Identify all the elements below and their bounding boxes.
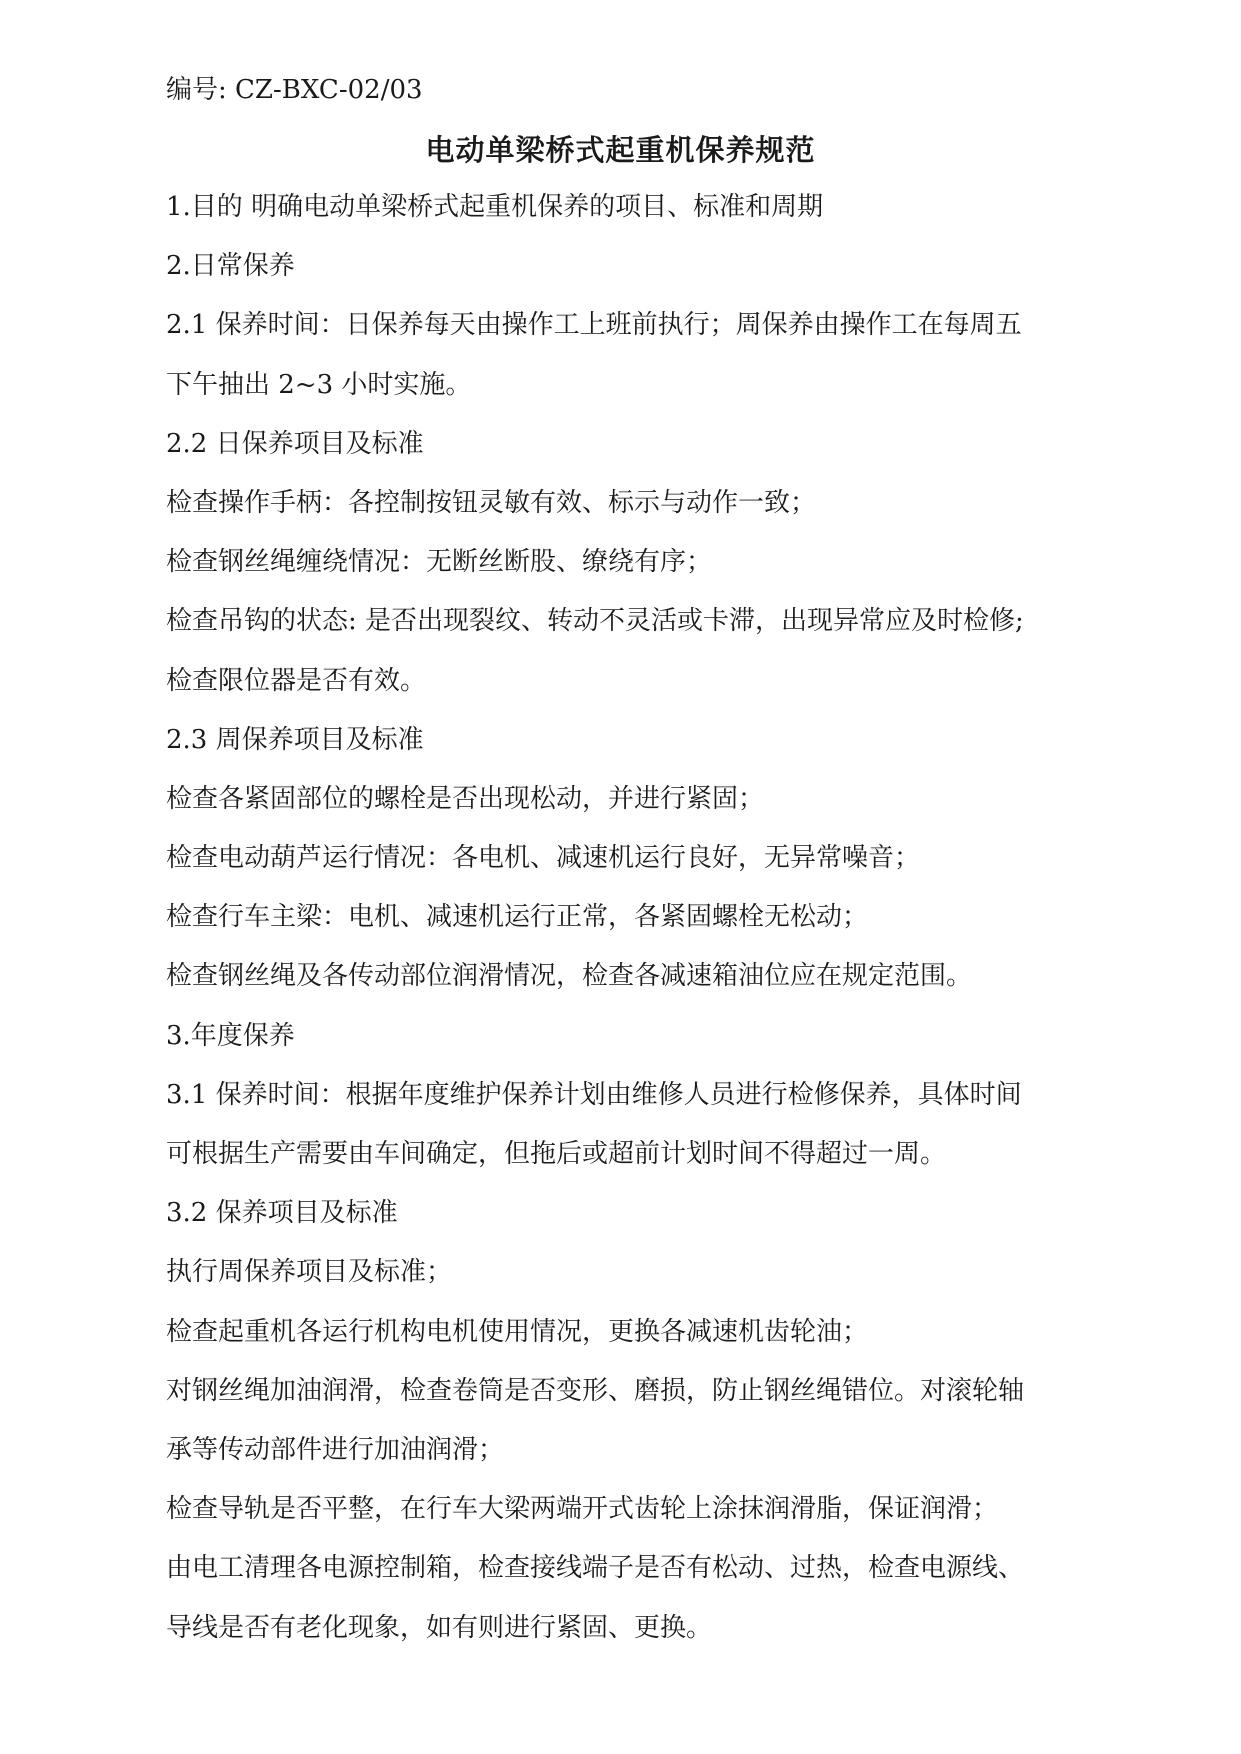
paragraph-line: 下午抽出 2~3 小时实施。 [166,369,472,400]
paragraph-line: 可根据生产需要由车间确定，但拖后或超前计划时间不得超过一周。 [166,1139,947,1169]
paragraph-line: 3.1 保养时间：根据年度维护保养计划由维修人员进行检修保养，具体时间 [166,1079,1022,1110]
list-item: 检查钢丝绳及各传动部位润滑情况，检查各减速箱油位应在规定范围。 [166,961,973,992]
list-item: 承等传动部件进行加油润滑； [166,1434,505,1465]
list-item: 检查导轨是否平整，在行车大梁两端开式齿轮上涂抹润滑脂，保证润滑； [166,1494,999,1525]
list-item: 检查电动葫芦运行情况：各电机、减速机运行良好，无异常噪音； [166,843,921,874]
subsection-heading: 2.2 日保养项目及标准 [166,428,424,459]
list-item: 检查起重机各运行机构电机使用情况，更换各减速机齿轮油； [166,1316,869,1347]
list-item: 检查行车主梁：电机、减速机运行正常，各紧固螺栓无松动； [166,902,869,933]
section-purpose: 1.目的 明确电动单梁桥式起重机保养的项目、标准和周期 [166,192,824,222]
list-item: 检查吊钩的状态: 是否出现裂纹、转动不灵活或卡滞，出现异常应及时检修; [166,606,1024,637]
list-item: 对钢丝绳加油润滑，检查卷筒是否变形、磨损，防止钢丝绳错位。对滚轮轴 [166,1375,1025,1406]
document-number: 编号: CZ-BXC-02/03 [166,75,423,105]
section-heading-annual-maintenance: 3.年度保养 [166,1020,295,1051]
document-body [166,187,1126,1667]
list-item: 导线是否有老化现象，如有则进行紧固、更换。 [166,1612,713,1643]
section-heading-daily-maintenance: 2.日常保养 [166,251,295,282]
subsection-heading: 3.2 保养项目及标准 [166,1198,398,1229]
list-item: 检查限位器是否有效。 [166,665,427,696]
list-item: 检查各紧固部位的螺栓是否出现松动，并进行紧固； [166,783,765,814]
list-item: 检查钢丝绳缠绕情况：无断丝断股、缭绕有序； [166,547,713,578]
list-item: 由电工清理各电源控制箱，检查接线端子是否有松动、过热，检查电源线、 [166,1553,1025,1584]
list-item: 执行周保养项目及标准； [166,1257,453,1288]
list-item: 检查操作手柄：各控制按钮灵敏有效、标示与动作一致； [166,487,817,518]
document-title: 电动单梁桥式起重机保养规范 [425,133,816,167]
paragraph-line: 2.1 保养时间：日保养每天由操作工上班前执行；周保养由操作工在每周五 [166,310,1022,341]
subsection-heading: 2.3 周保养项目及标准 [166,724,424,755]
